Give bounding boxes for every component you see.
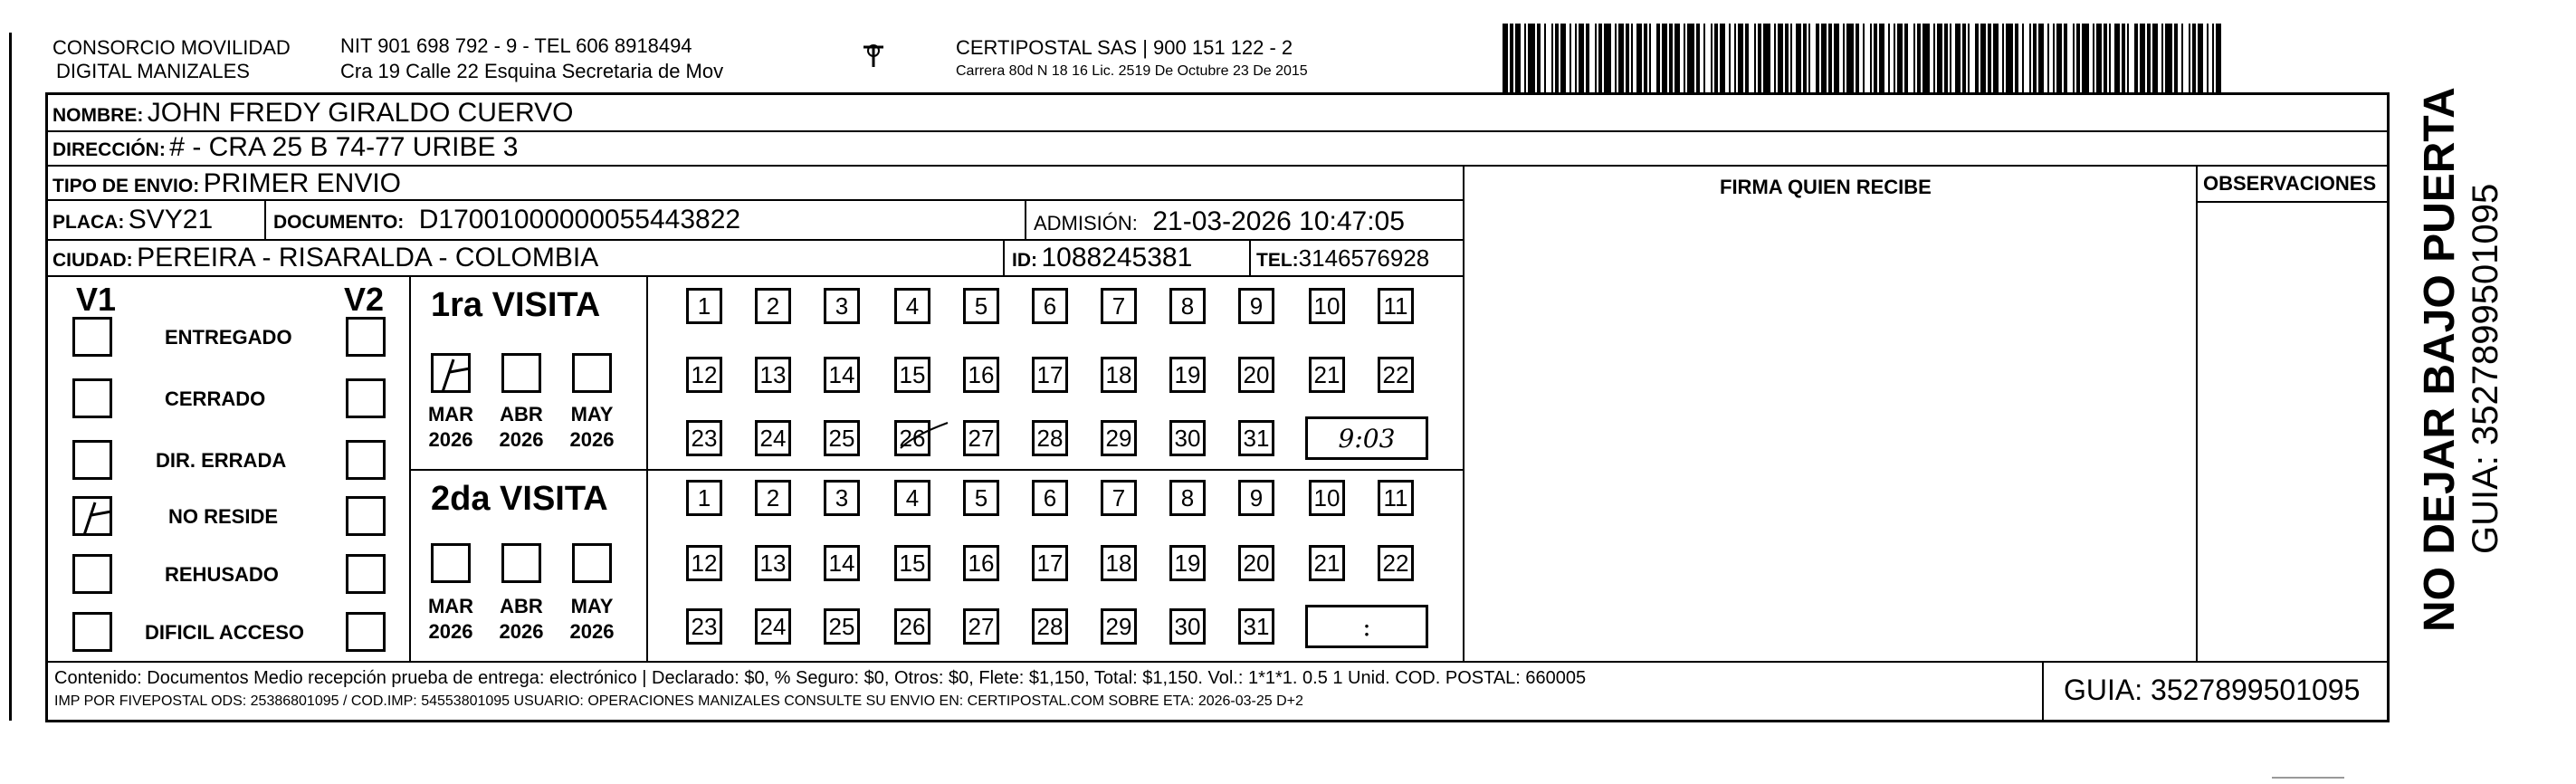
firma-label: FIRMA QUIEN RECIBE (1720, 176, 1932, 198)
day-box[interactable]: 3 (824, 288, 860, 324)
day-box[interactable]: 24 (755, 420, 791, 456)
month-label (565, 594, 619, 645)
day-box[interactable]: 11 (1378, 480, 1414, 516)
day-box[interactable]: 5 (963, 480, 999, 516)
day-box[interactable]: 6 (1032, 480, 1068, 516)
day-box[interactable]: 2 (755, 480, 791, 516)
documento-field (273, 205, 740, 240)
month-label (494, 594, 549, 645)
barcode-bar (1922, 24, 1930, 92)
day-box[interactable]: 31 (1238, 420, 1274, 456)
admision-field (1034, 206, 1405, 242)
barcode-bar (1528, 24, 1535, 92)
barcode-bar (1763, 24, 1770, 92)
day-box[interactable]: 13 (755, 357, 791, 393)
status-label: CERRADO (165, 387, 266, 410)
company-name-line2: DIGITAL MANIZALES (56, 60, 250, 82)
margin-mark (2272, 777, 2344, 779)
month-name: ABR (500, 595, 543, 617)
barcode-bar (1687, 24, 1694, 92)
first-visit-title: 1ra VISITA (431, 286, 601, 324)
barcode-bar (2216, 24, 2221, 92)
month-year: 2026 (569, 428, 615, 451)
id-label: ID: (1012, 250, 1037, 271)
v2-checkbox[interactable] (346, 612, 386, 652)
day-box[interactable]: 25 (824, 608, 860, 645)
month-year: 2026 (428, 428, 473, 451)
barcode-bar (2082, 24, 2089, 92)
day-box[interactable]: 9 (1238, 480, 1274, 516)
v1-checkbox[interactable] (72, 317, 112, 357)
month-name: MAR (427, 403, 474, 425)
v1-header: V1 (76, 281, 117, 318)
month-name: MAY (570, 595, 614, 617)
tipo-envio-label: TIPO DE ENVIO: (52, 176, 200, 196)
status-label: REHUSADO (165, 563, 279, 586)
day-box[interactable]: 21 (1309, 545, 1345, 581)
documento-value: D17001000000055443822 (418, 205, 741, 234)
day-box[interactable]: 23 (686, 420, 722, 456)
v2-checkbox[interactable] (346, 440, 386, 480)
day-box[interactable]: 13 (755, 545, 791, 581)
status-label: ENTREGADO (165, 326, 292, 349)
day-box[interactable]: 22 (1378, 545, 1414, 581)
direccion-value: # - CRA 25 B 74-77 URIBE 3 (169, 132, 519, 162)
status-label: NO RESIDE (168, 505, 279, 528)
day-box[interactable]: 14 (824, 545, 860, 581)
month-year: 2026 (428, 620, 473, 643)
month-checkbox[interactable] (572, 543, 612, 583)
ciudad-value: PEREIRA - RISARALDA - COLOMBIA (137, 243, 599, 272)
day-box[interactable]: 26 (894, 608, 930, 645)
day-box[interactable]: 30 (1169, 608, 1206, 645)
day-box[interactable]: 16 (963, 357, 999, 393)
month-label (424, 594, 478, 645)
v2-checkbox[interactable] (346, 554, 386, 594)
barcode-bar (1604, 24, 1611, 92)
day-box[interactable]: 2 (755, 288, 791, 324)
day-box[interactable]: 5 (963, 288, 999, 324)
certipostal-line1: CERTIPOSTAL SAS | 900 151 122 - 2 (956, 36, 1293, 59)
day-box[interactable]: 22 (1378, 357, 1414, 393)
admision-label: ADMISIÓN: (1034, 212, 1138, 234)
visit-time-box[interactable]: : (1305, 605, 1428, 648)
day-box[interactable]: 18 (1101, 357, 1137, 393)
v1-checkbox[interactable] (72, 440, 112, 480)
day-box[interactable]: 27 (963, 420, 999, 456)
documento-label: DOCUMENTO: (273, 212, 405, 233)
month-year: 2026 (499, 620, 544, 643)
v1-checkbox[interactable] (72, 554, 112, 594)
day-box[interactable]: 16 (963, 545, 999, 581)
v1-checkbox[interactable] (72, 612, 112, 652)
ciudad-field (52, 243, 598, 278)
day-box[interactable]: 8 (1169, 288, 1206, 324)
direccion-label: DIRECCIÓN: (52, 139, 166, 160)
day-box[interactable]: 1 (686, 288, 722, 324)
month-checkbox[interactable] (501, 353, 541, 393)
day-box[interactable]: 4 (894, 288, 930, 324)
v2-header: V2 (344, 281, 385, 318)
placa-field (52, 205, 213, 240)
day-box[interactable]: 19 (1169, 357, 1206, 393)
barcode (1503, 24, 2227, 92)
day-box[interactable]: 24 (755, 608, 791, 645)
month-checkbox[interactable] (431, 353, 471, 393)
month-checkbox[interactable] (431, 543, 471, 583)
day-box[interactable]: 15 (894, 545, 930, 581)
day-box[interactable]: 10 (1309, 480, 1345, 516)
observaciones-label: OBSERVACIONES (2203, 172, 2377, 195)
day-box[interactable]: 27 (963, 608, 999, 645)
day-box[interactable]: 7 (1101, 288, 1137, 324)
month-year: 2026 (499, 428, 544, 451)
day-box[interactable]: 6 (1032, 288, 1068, 324)
day-box[interactable]: 26 (894, 420, 930, 456)
day-box[interactable]: 10 (1309, 288, 1345, 324)
status-label: DIR. ERRADA (156, 449, 287, 472)
month-name: MAY (570, 403, 614, 425)
tipo-envio-row (52, 168, 401, 204)
footer-guia: GUIA: 3527899501095 (2064, 674, 2361, 706)
day-box[interactable]: 31 (1238, 608, 1274, 645)
month-label (494, 402, 549, 453)
id-value: 1088245381 (1041, 243, 1193, 272)
address-line: Cra 19 Calle 22 Esquina Secretaria de Mov (340, 60, 724, 82)
month-checkbox[interactable] (572, 353, 612, 393)
page-edge-line (9, 33, 12, 721)
day-box[interactable]: 29 (1101, 420, 1137, 456)
day-box[interactable]: 12 (686, 545, 722, 581)
v1-checkbox[interactable] (72, 496, 112, 536)
barcode-bar (2006, 24, 2013, 92)
day-box[interactable]: 4 (894, 480, 930, 516)
nit-line: NIT 901 698 792 - 9 - TEL 606 8918494 (340, 34, 692, 57)
month-checkbox[interactable] (501, 543, 541, 583)
month-label (424, 402, 478, 453)
day-box[interactable]: 29 (1101, 608, 1137, 645)
tel-label: TEL: (1256, 250, 1299, 271)
day-box[interactable]: 1 (686, 480, 722, 516)
day-box[interactable]: 18 (1101, 545, 1137, 581)
day-box[interactable]: 30 (1169, 420, 1206, 456)
nombre-row (52, 98, 573, 133)
v2-checkbox[interactable] (346, 317, 386, 357)
day-box[interactable]: 12 (686, 357, 722, 393)
ciudad-label: CIUDAD: (52, 250, 133, 271)
day-box[interactable]: 28 (1032, 608, 1068, 645)
month-year: 2026 (569, 620, 615, 643)
tel-value: 3146576928 (1298, 244, 1430, 272)
direccion-row (52, 132, 518, 167)
v2-checkbox[interactable] (346, 496, 386, 536)
day-box[interactable]: 14 (824, 357, 860, 393)
second-visit-title: 2da VISITA (431, 480, 608, 518)
barcode-bar (1846, 24, 1854, 92)
nombre-value: JOHN FREDY GIRALDO CUERVO (147, 98, 574, 128)
day-box[interactable]: 20 (1238, 545, 1274, 581)
day-box[interactable]: 25 (824, 420, 860, 456)
day-box[interactable]: 19 (1169, 545, 1206, 581)
id-field (1012, 243, 1192, 278)
placa-label: PLACA: (52, 212, 125, 233)
day-box[interactable]: 9 (1238, 288, 1274, 324)
tel-field (1256, 243, 1429, 278)
certipostal-line2: Carrera 80d N 18 16 Lic. 2519 De Octubre 23 De 2015 (956, 63, 1308, 79)
month-name: MAR (427, 595, 474, 617)
v1-checkbox[interactable] (72, 378, 112, 418)
side-guia: GUIA: 3527899501095 (2466, 183, 2505, 554)
month-label (565, 402, 619, 453)
visit-time-box[interactable]: 9:03 (1305, 416, 1428, 460)
month-name: ABR (500, 403, 543, 425)
day-box[interactable]: 28 (1032, 420, 1068, 456)
day-box[interactable]: 7 (1101, 480, 1137, 516)
placa-value: SVY21 (128, 205, 214, 234)
day-box[interactable]: 8 (1169, 480, 1206, 516)
day-box[interactable]: 17 (1032, 357, 1068, 393)
admision-value: 21-03-2026 10:47:05 (1152, 206, 1405, 236)
nombre-label: NOMBRE: (52, 105, 144, 126)
day-box[interactable]: 23 (686, 608, 722, 645)
day-box[interactable]: 15 (894, 357, 930, 393)
day-box[interactable]: 20 (1238, 357, 1274, 393)
status-label: DIFICIL ACCESO (145, 621, 305, 644)
no-dejar-bajo-puerta: NO DEJAR BAJO PUERTA (2416, 87, 2464, 632)
v2-checkbox[interactable] (346, 378, 386, 418)
tipo-envio-value: PRIMER ENVIO (203, 168, 402, 198)
barcode-bar (2165, 24, 2172, 92)
certipostal-logo-icon (860, 40, 887, 76)
company-name-line1: CONSORCIO MOVILIDAD (52, 36, 291, 59)
day-box[interactable]: 11 (1378, 288, 1414, 324)
day-box[interactable]: 17 (1032, 545, 1068, 581)
footer-print-info: IMP POR FIVEPOSTAL ODS: 25386801095 / COD.IMP: 54553801095 USUARIO: OPERACIONES MANIZALES CONSULTE SU ENVIO EN: CERTIPOSTAL.COM SOBRE ETA: 2026-03-25 D+2 (54, 693, 1303, 709)
day-box[interactable]: 3 (824, 480, 860, 516)
footer-contents: Contenido: Documentos Medio recepción prueba de entrega: electrónico | Declarado: $0, % Seguro: $0, Otros: $0, Flete: $1,150, Total: $1,150. Vol.: 1*1*1. 0.5 1 Unid. COD. POSTAL: 660005 (54, 668, 1587, 688)
day-box[interactable]: 21 (1309, 357, 1345, 393)
